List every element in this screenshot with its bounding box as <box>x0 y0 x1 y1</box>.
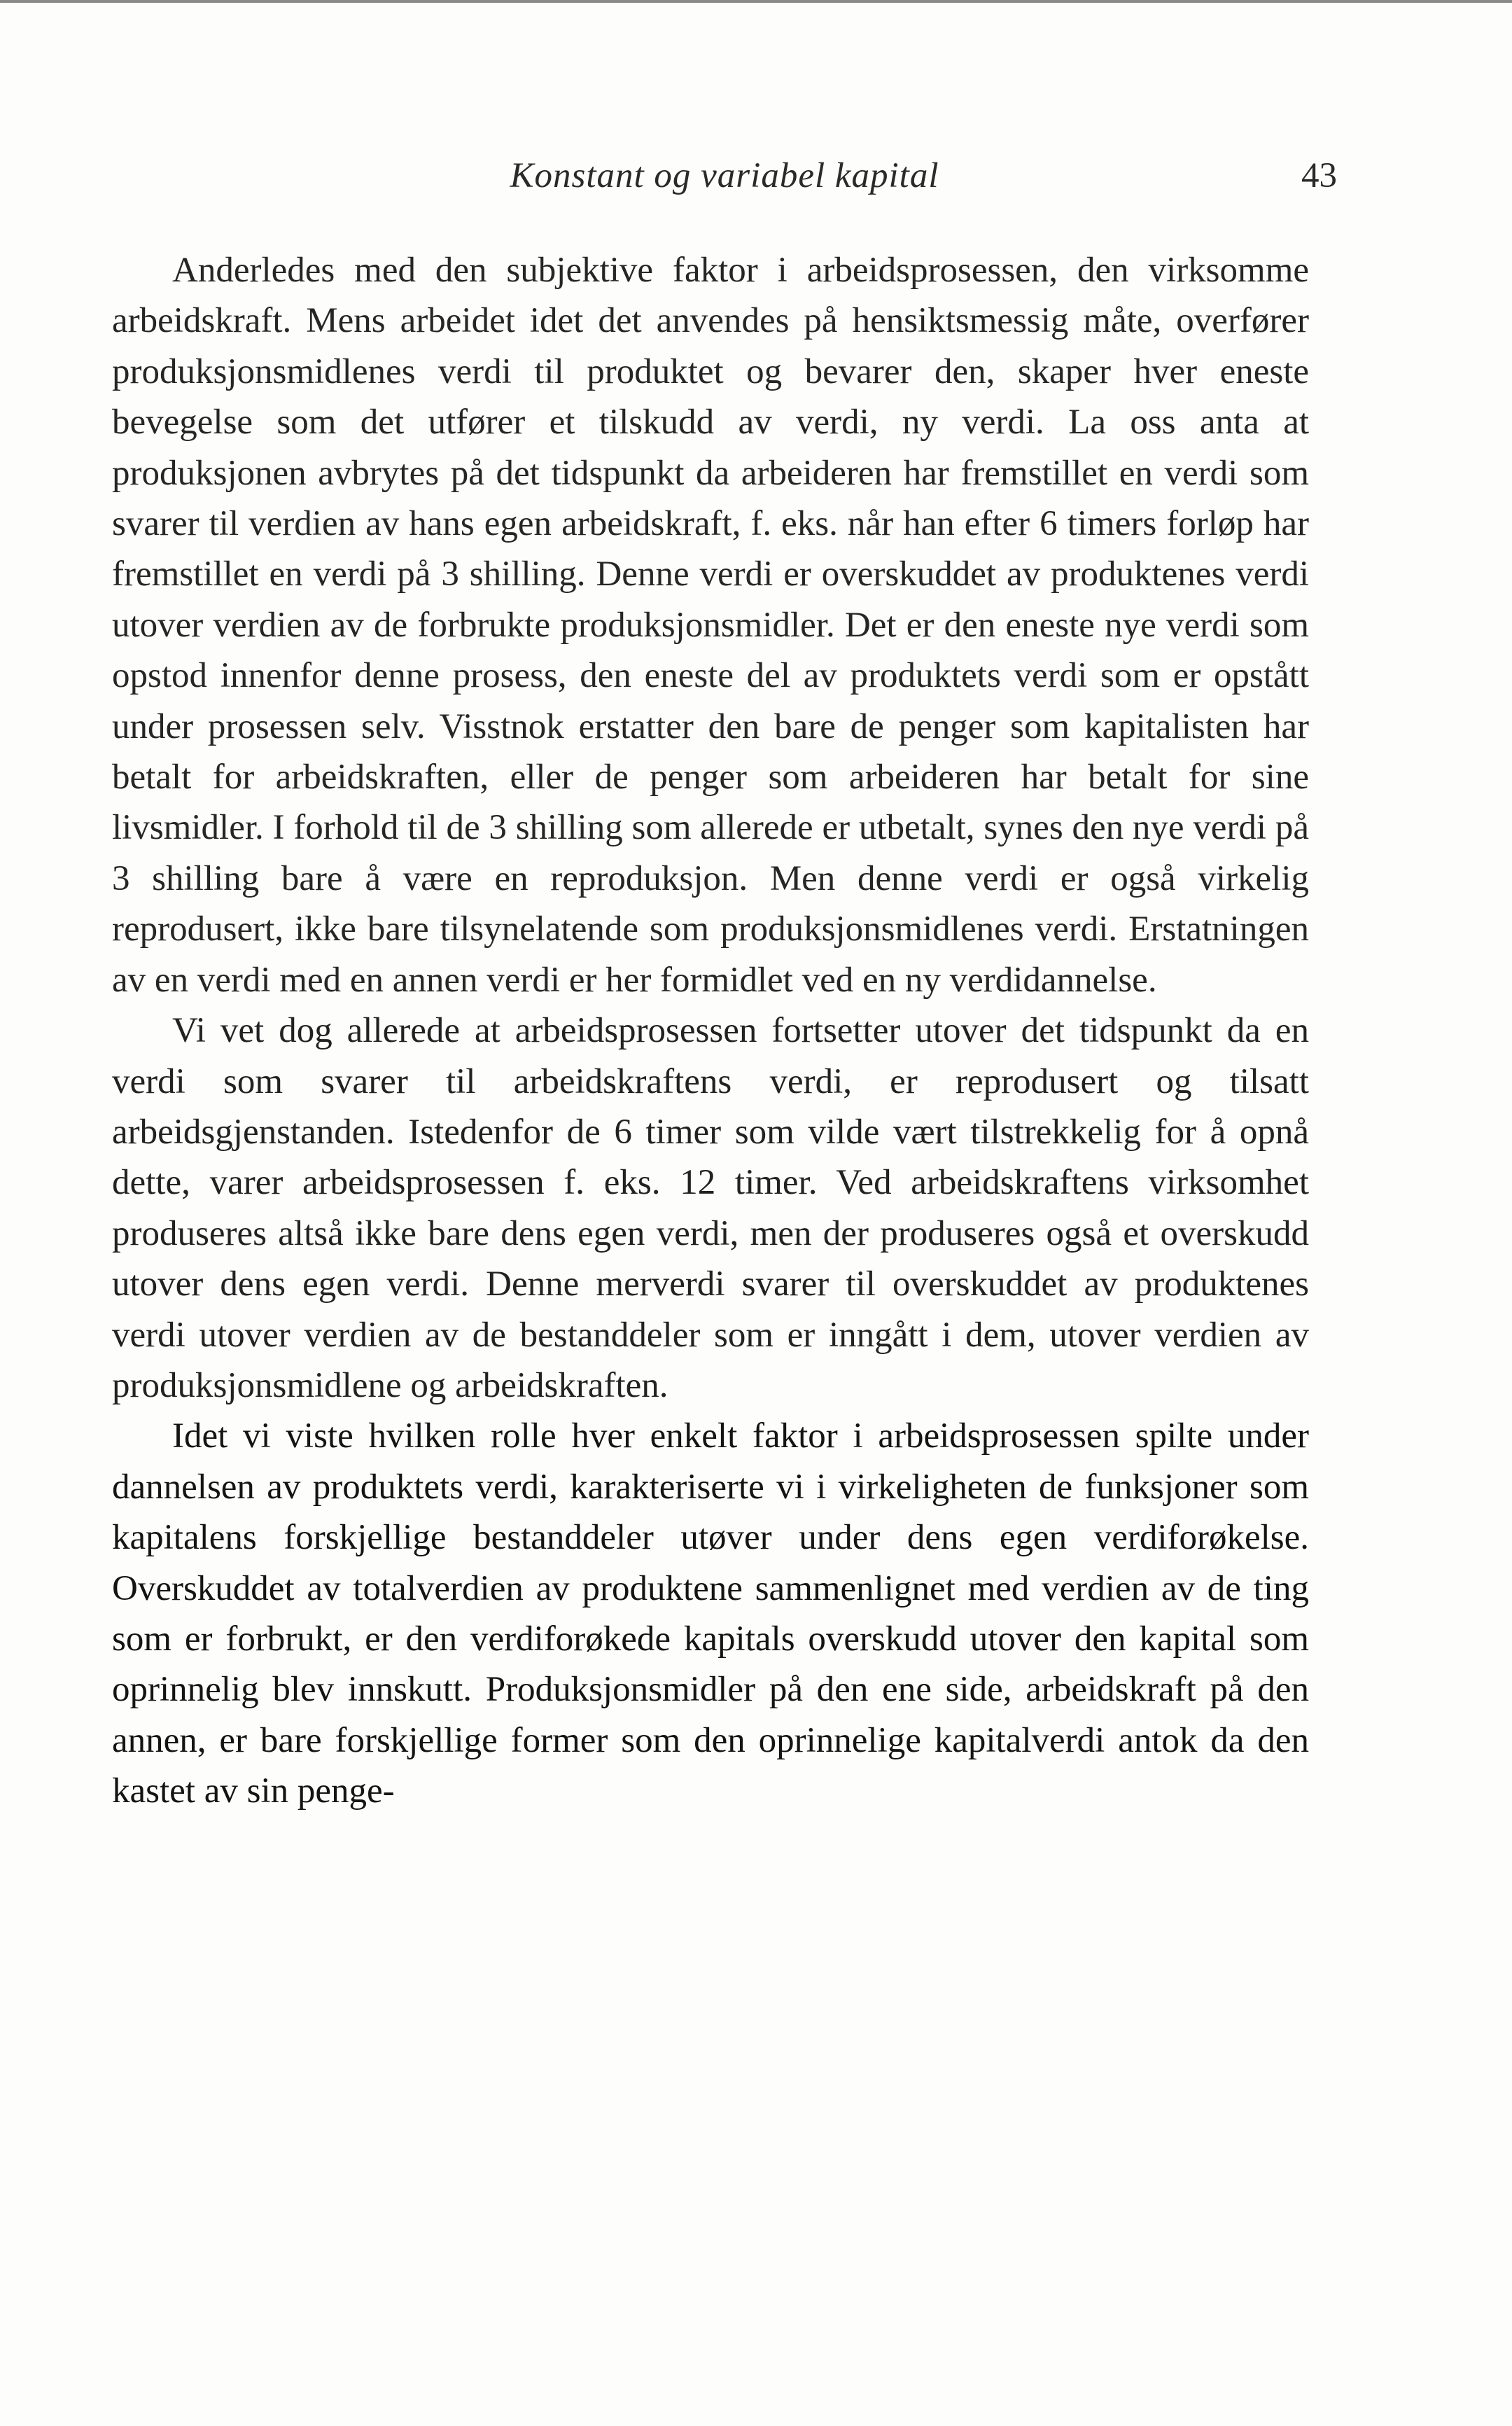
page-number: 43 <box>1301 156 1337 195</box>
running-title: Konstant og variabel kapital <box>510 156 939 195</box>
paragraph: Idet vi viste hvilken rolle hver enkelt faktor i arbeidsprosessen spilte under dannelsen av produktets verdi, karakteriserte vi i virkeligheten de funksjoner som kapitalens forskjellige bestanddeler utøver under dens egen verdiforøkelse. Overskuddet av totalverdien av produktene sammenlignet med verdien av de ting som er forbrukt, er den verdiforøkede kapitals overskudd utover den kapital som oprinnelig blev innskutt. Produksjonsmidler på den ene side, arbeidskraft på den annen, er bare forskjellige former som den oprinnelige kapitalverdi antok da den kastet av sin penge- <box>112 1416 1309 1811</box>
paragraph: Vi vet dog allerede at arbeidsprosessen fortsetter utover det tidspunkt da en verdi som svarer til arbeidskraftens verdi, er reprodusert og tilsatt arbeidsgjenstanden. Istedenfor de 6 timer som vilde vært tilstrekkelig for å opnå dette, varer arbeidsprosessen f. eks. 12 timer. Ved arbeidskraftens virksomhet produseres altså ikke bare dens egen verdi, men der produseres også et overskudd utover dens egen verdi. Denne merverdi svarer til overskuddet av produktenes verdi utover verdien av de bestanddeler som er inngått i dem, utover verdien av produksjonsmidlene og arbeidskraften. <box>112 1011 1309 1405</box>
page-header <box>112 155 1337 204</box>
paragraph: Anderledes med den subjektive faktor i arbeidsprosessen, den virksomme arbeidskraft. Mens arbeidet idet det anvendes på hensiktsmessig måte, overfører produksjonsmidlenes verdi til produktet og bevarer den, skaper hver eneste bevegelse som det utfører et tilskudd av verdi, ny verdi. La oss anta at produksjonen avbrytes på det tidspunkt da arbeideren har fremstillet en verdi som svarer til verdien av hans egen arbeidskraft, f. eks. når han efter 6 timers forløp har fremstillet en verdi på 3 shilling. Denne verdi er overskuddet av produktenes verdi utover verdien av de forbrukte produksjonsmidler. Det er den eneste nye verdi som opstod innenfor denne prosess, den eneste del av produktets verdi som er opstått under prosessen selv. Visstnok erstatter den bare de penger som kapitalisten har betalt for arbeidskraften, eller de penger som arbeideren har betalt for sine livsmidler. I forhold til de 3 shilling som allerede er utbetalt, synes den nye verdi på 3 shilling bare å være en reproduksjon. Men denne verdi er også virkelig reprodusert, ikke bare tilsynelatende som produksjonsmidlenes verdi. Erstatningen av en verdi med en annen verdi er her formidlet ved en ny verdidannelse. <box>112 251 1309 1000</box>
page-top-edge <box>0 0 1512 3</box>
body-text <box>112 245 1309 1817</box>
